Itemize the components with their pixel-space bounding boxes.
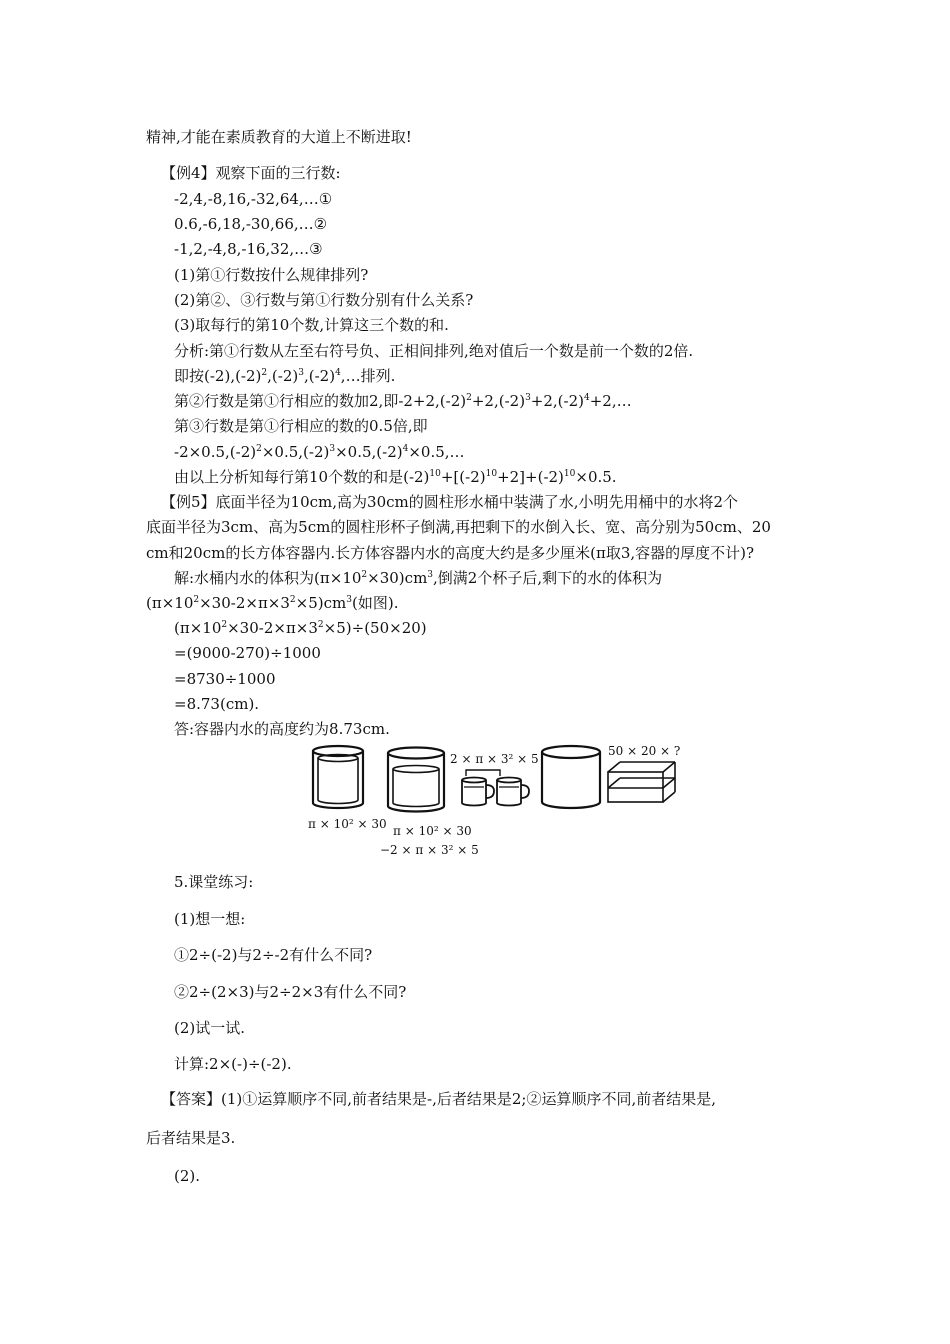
example-4-heading: 【例4】观察下面的三行数:	[161, 164, 341, 182]
bucket-empty-icon	[542, 746, 600, 808]
solution-line: =(9000-270)÷1000	[174, 644, 321, 662]
analysis-line: 由以上分析知每行第10个数的和是$(-2)^{10}+[(-2)^{10}+2]+(-2)^{10}\times 0.5$.	[174, 468, 617, 486]
answer-line: 答:容器内水的高度约为8.73cm.	[174, 720, 390, 738]
solution-line: $(\pi\times 10^2\times 30-2\times\pi\times 3^2\times 5)cm^3$(如图).	[146, 594, 399, 612]
remaining-volume-label: π × 10² × 30	[393, 824, 472, 838]
analysis-line: 第③行数是第①行相应的数的0.5倍,即	[174, 417, 428, 435]
analysis-line: 分析:第①行数从左至右符号负、正相间排列,绝对值后一个数是前一个数的2倍.	[174, 342, 694, 360]
analysis-line: $-2\times 0.5,(-2)^2\times 0.5,(-2)^3\times 0.5,(-2)^4\times 0.5,\dots$	[174, 443, 465, 461]
text-line: 底面半径为3cm、高为5cm的圆柱形杯子倒满,再把剩下的水倒入长、宽、高分别为50cm、20	[146, 518, 771, 536]
exercise-line: (2)试一试.	[174, 1019, 246, 1037]
bucket-remaining-icon	[388, 748, 444, 812]
cups-volume-label: 2 × π × 3² × 5	[450, 752, 539, 766]
exercise-heading: 5.课堂练习:	[174, 873, 254, 891]
remaining-volume-label: −2 × π × 3² × 5	[380, 843, 479, 857]
solution-line: =8.73(cm).	[174, 695, 260, 713]
solution-line: $(\pi\times 10^2\times 30-2\times\pi\times 3^2\times 5)\div(50\times 20)$	[174, 619, 427, 637]
analysis-line: 第②行数是第①行相应的数加2,即$-2+2,(-2)^2+2,(-2)^3+2,(-2)^4+2,\dots$	[174, 392, 632, 410]
volume-diagram	[300, 740, 700, 858]
analysis-line: 即按$(-2),(-2)^2,(-2)^3,(-2)^4,\dots$排列.	[174, 367, 396, 385]
answer-line: 后者结果是3.	[146, 1129, 236, 1147]
sequence-row-2: 0.6,-6,18,-30,66,…②	[174, 215, 328, 233]
sequence-row-3: -1,2,-4,8,-16,32,…③	[174, 240, 323, 258]
box-volume-label: 50 × 20 × ?	[608, 744, 681, 758]
exercise-line: ②2÷(2×3)与2÷2×3有什么不同?	[174, 983, 407, 1001]
cup-icon	[497, 778, 529, 806]
solution-line: 解:水桶内水的体积为$(\pi\times 10^2\times 30)cm^3$,倒满2个杯子后,剩下的水的体积为	[174, 569, 663, 587]
exercise-line: ①2÷(-2)与2÷-2有什么不同?	[174, 946, 373, 964]
solution-line: =8730÷1000	[174, 670, 276, 688]
bucket-full-icon	[313, 746, 363, 808]
example-5-heading: 【例5】底面半径为10cm,高为30cm的圆柱形水桶中装满了水,小明先用桶中的水将2个	[161, 493, 739, 511]
box-container-icon	[608, 762, 675, 802]
answer-heading: 【答案】(1)①运算顺序不同,前者结果是-,后者结果是2;②运算顺序不同,前者结果是,	[161, 1090, 716, 1108]
exercise-line: 计算:2×(-)÷(-2).	[174, 1055, 292, 1073]
bucket-volume-label: π × 10² × 30	[308, 817, 387, 831]
question-2: (2)第②、③行数与第①行数分别有什么关系?	[174, 291, 474, 309]
question-1: (1)第①行数按什么规律排列?	[174, 266, 369, 284]
question-3: (3)取每行的第10个数,计算这三个数的和.	[174, 316, 449, 334]
text-line: 精神,才能在素质教育的大道上不断进取!	[146, 128, 412, 146]
sequence-row-1: -2,4,-8,16,-32,64,…①	[174, 190, 333, 208]
answer-line: (2).	[174, 1167, 201, 1185]
exercise-line: (1)想一想:	[174, 910, 246, 928]
text-line: cm和20cm的长方体容器内.长方体容器内水的高度大约是多少厘米(π取3,容器的厚度不计)?	[146, 544, 755, 562]
cup-icon	[462, 778, 494, 806]
